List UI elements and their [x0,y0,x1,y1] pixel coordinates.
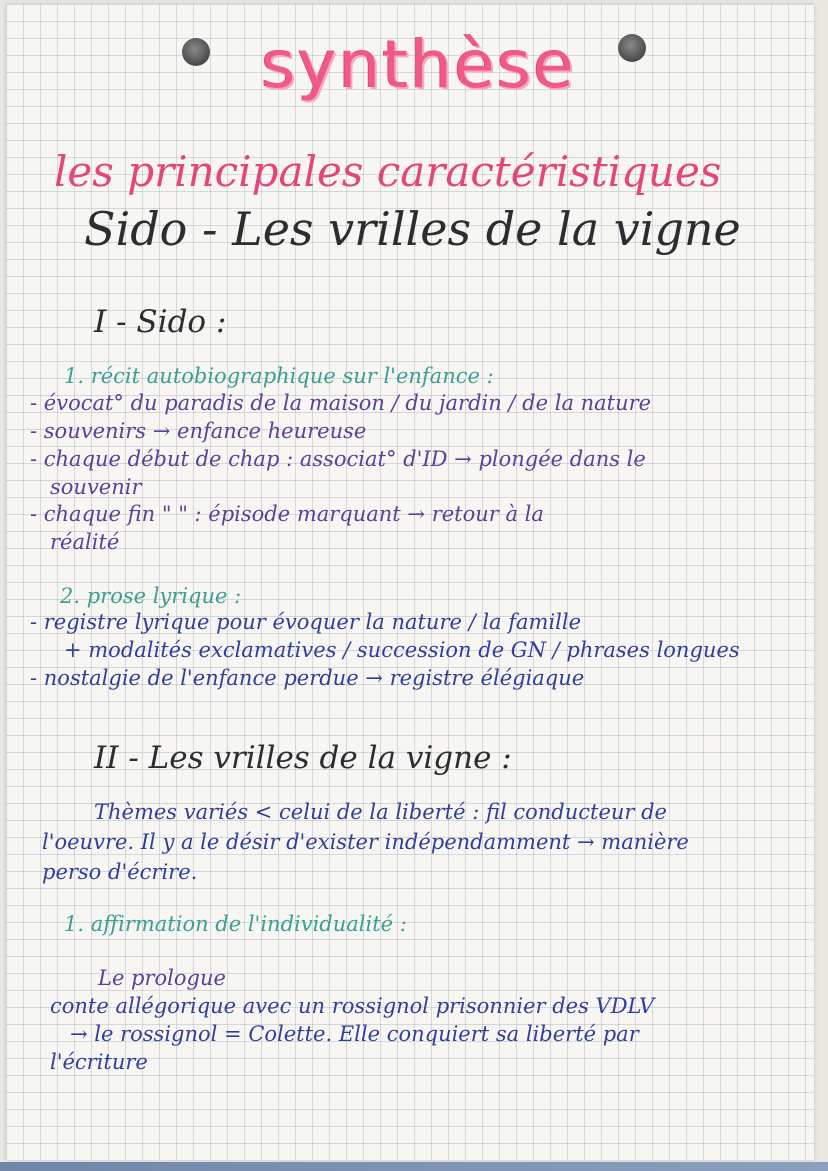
prologue-label: Le prologue [98,966,226,990]
part2-sec1-heading: 1. affirmation de l'individualité : [64,912,407,936]
subtitle: les principales caractéristiques [54,147,722,196]
part2-intro-line: perso d'écrire. [42,860,198,884]
list-item: réalité [50,530,120,554]
part2-heading: II - Les vrilles de la vigne : [94,740,512,776]
list-item: - souvenirs → enfance heureuse [30,419,367,443]
list-item: - évocat° du paradis de la maison / du jardin / de la nature [30,391,652,415]
desk-edge [0,1162,828,1171]
list-item: - nostalgie de l'enfance perdue → registre élégiaque [30,666,585,690]
binder-hole-left [182,38,210,66]
part2-intro-line: l'oeuvre. Il y a le désir d'exister indépendamment → manière [42,830,689,854]
part1-sec2-heading: 2. prose lyrique : [60,584,242,608]
list-item: - chaque début de chap : associat° d'ID → plongée dans le [30,447,646,471]
part1-heading: I - Sido : [94,304,227,340]
list-item: - registre lyrique pour évoquer la nature / la famille [30,610,582,634]
list-item: conte allégorique avec un rossignol prisonnier des VDLV [50,994,655,1018]
list-item: l'écriture [50,1050,148,1074]
part1-sec1-heading: 1. récit autobiographique sur l'enfance : [64,364,494,388]
list-item: - chaque fin " " : épisode marquant → retour à la [30,502,544,526]
page-title: synthèse [261,26,576,103]
list-item: + modalités exclamatives / succession de GN / phrases longues [64,638,740,662]
part2-intro-line: Thèmes variés < celui de la liberté : fil conducteur de [94,800,667,824]
notebook-page [6,4,814,1160]
work-title: Sido - Les vrilles de la vigne [84,202,741,256]
binder-hole-right [618,34,646,62]
list-item: → le rossignol = Colette. Elle conquiert sa liberté par [70,1022,639,1046]
list-item: souvenir [50,475,142,499]
